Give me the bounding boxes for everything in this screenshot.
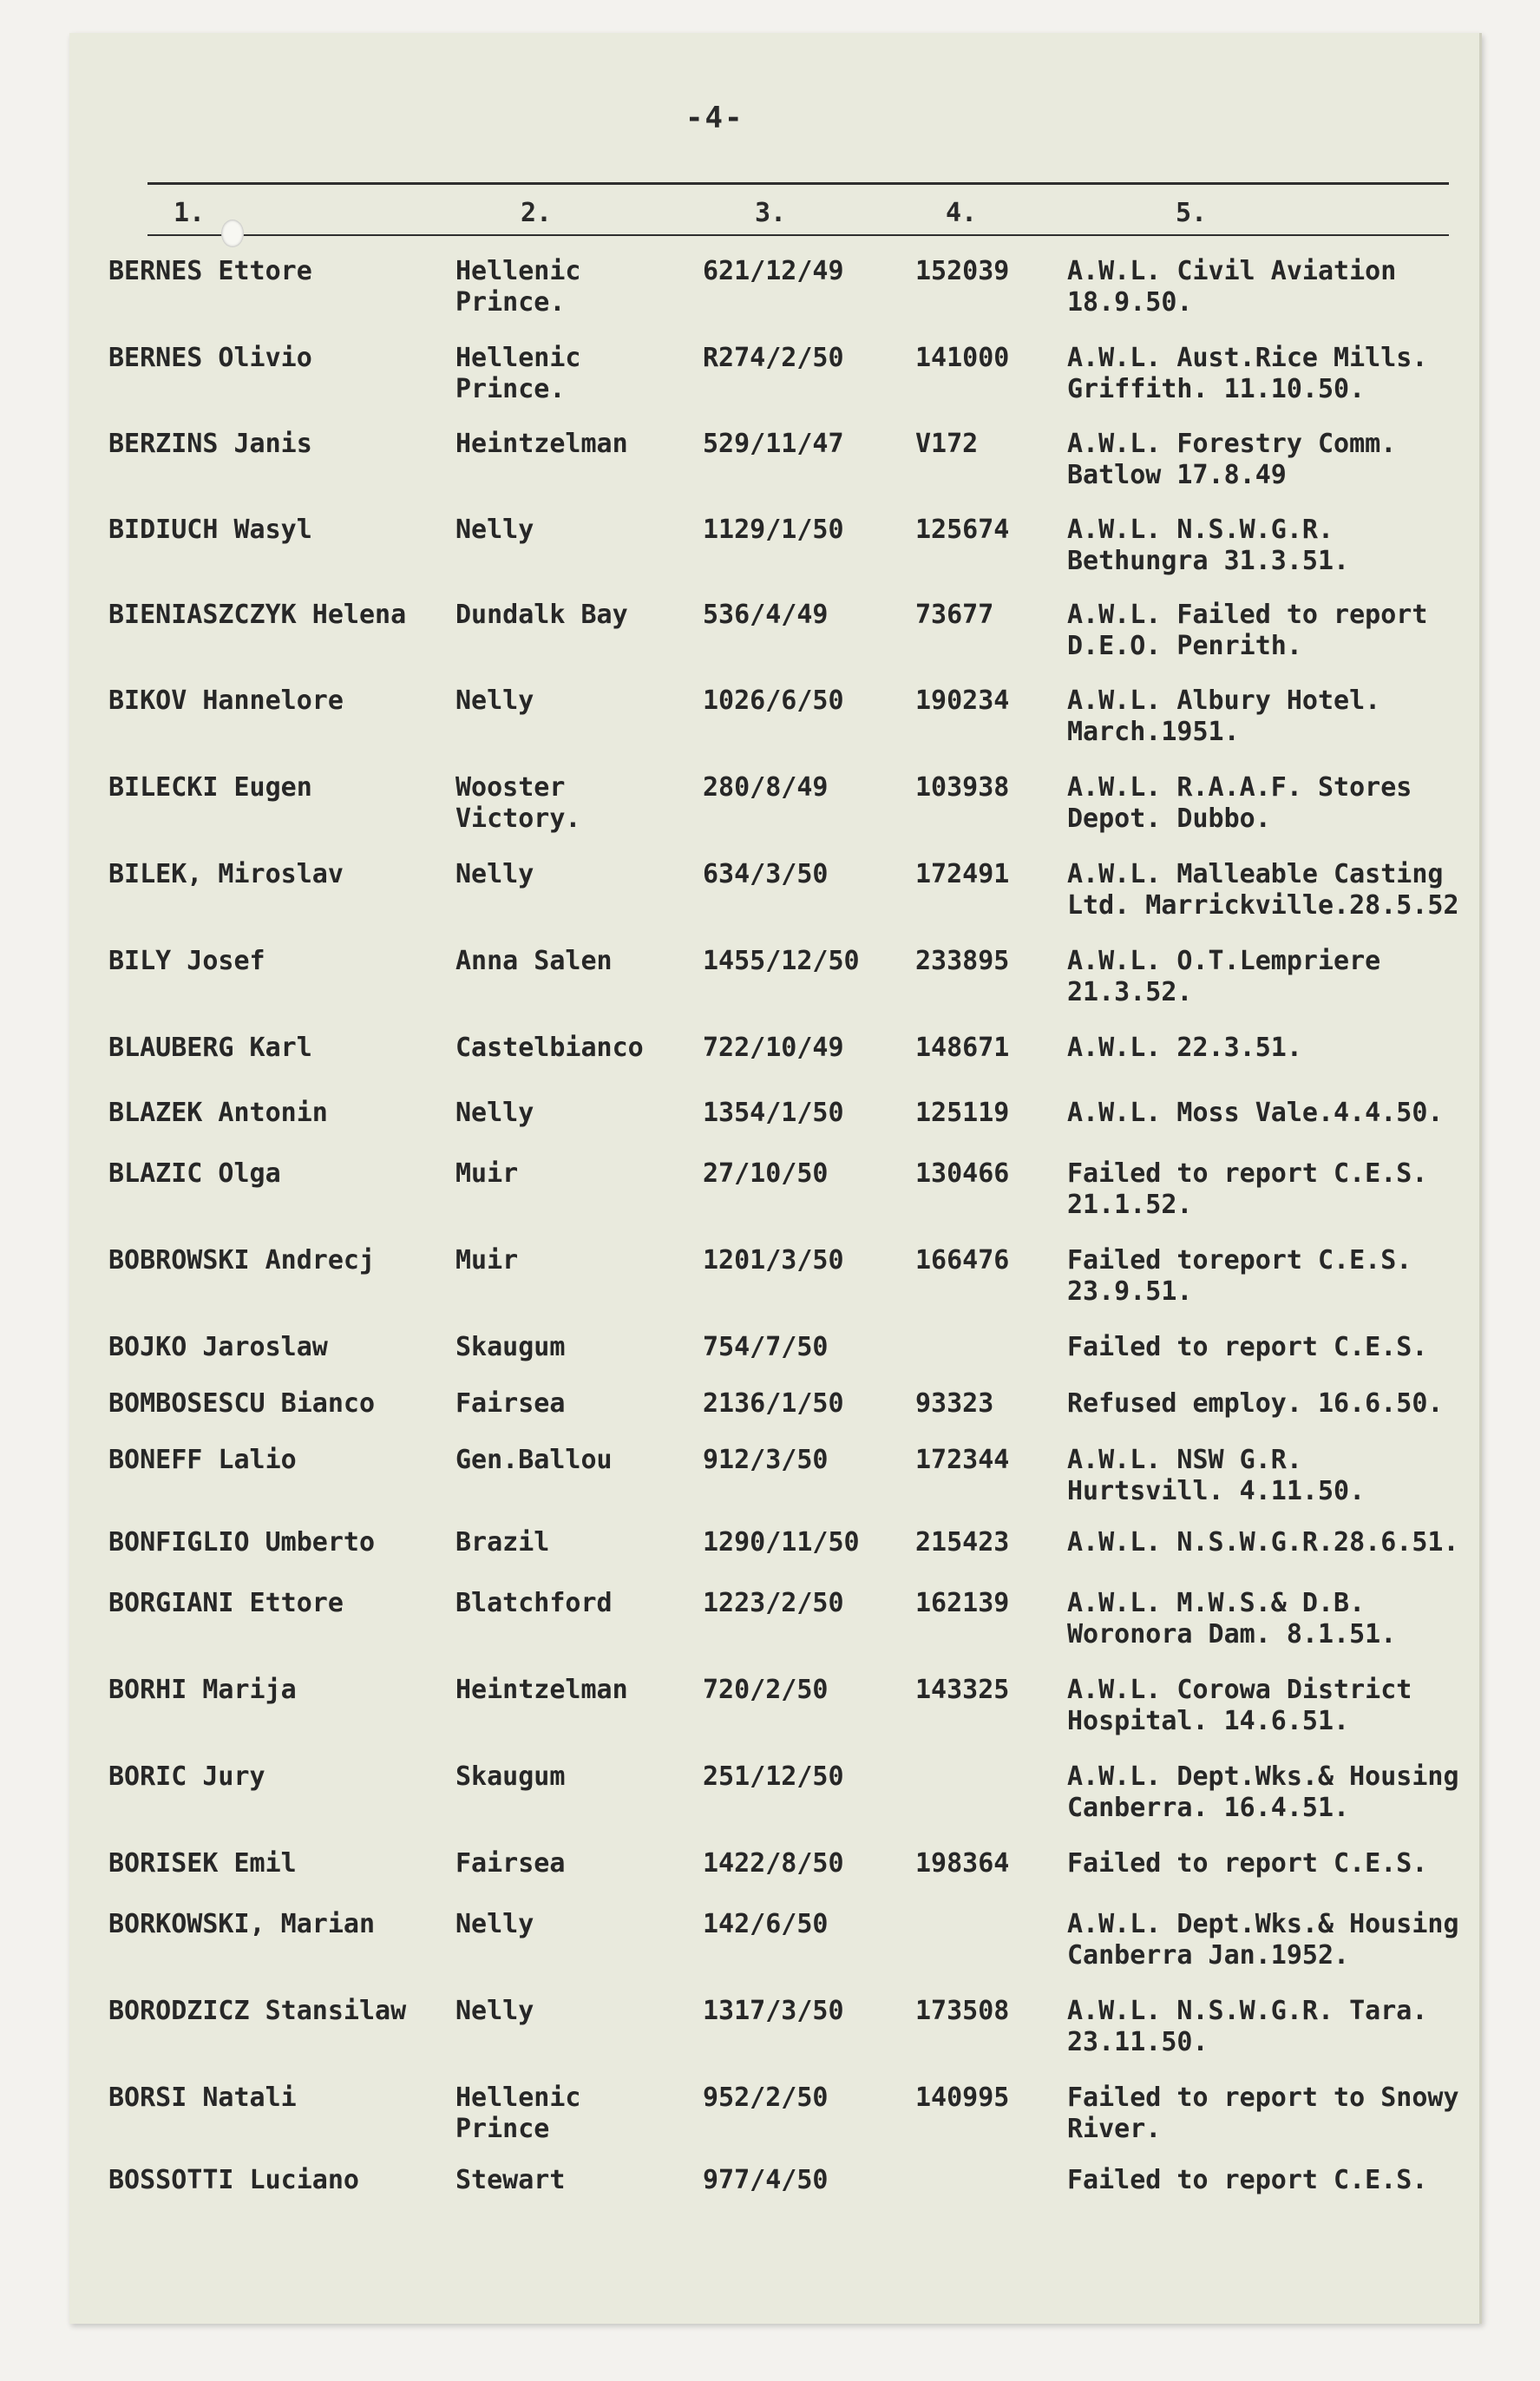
record-number: 2136/1/50 [703, 1388, 844, 1419]
record-id: 103938 [915, 772, 1010, 803]
record-ship: Hellenic Prince [455, 2083, 581, 2144]
record-remarks: Failed toreport C.E.S. 23.9.51. [1067, 1245, 1412, 1307]
record-number: 1290/11/50 [703, 1527, 860, 1558]
record-id: 173508 [915, 1996, 1010, 2026]
header-rule-bottom [147, 234, 1449, 236]
record-number: 1026/6/50 [703, 685, 844, 716]
record-id: 162139 [915, 1588, 1010, 1618]
record-remarks: A.W.L. O.T.Lempriere 21.3.52. [1067, 946, 1381, 1007]
record-remarks: Failed to report C.E.S. [1067, 2165, 1428, 2195]
record-id: 73677 [915, 600, 994, 630]
record-name: BORKOWSKI, Marian [108, 1909, 376, 1939]
record-name: BORISEK Emil [108, 1848, 297, 1879]
record-ship: Nelly [455, 685, 534, 716]
record-name: BERNES Ettore [108, 256, 312, 286]
record-remarks: A.W.L. NSW G.R. Hurtsvill. 4.11.50. [1067, 1445, 1366, 1506]
record-number: 754/7/50 [703, 1332, 829, 1362]
record-number: 720/2/50 [703, 1675, 829, 1705]
record-name: BLAZIC Olga [108, 1158, 281, 1189]
record-remarks: A.W.L. M.W.S.& D.B. Woronora Dam. 8.1.51. [1067, 1588, 1397, 1650]
record-number: 1201/3/50 [703, 1245, 844, 1276]
record-id: 190234 [915, 685, 1010, 716]
record-number: 529/11/47 [703, 429, 844, 459]
record-ship: Skaugum [455, 1332, 566, 1362]
record-number: 634/3/50 [703, 859, 829, 889]
record-number: 977/4/50 [703, 2165, 829, 2195]
record-number: 1354/1/50 [703, 1098, 844, 1128]
record-remarks: A.W.L. Dept.Wks.& Housing Canberra Jan.1952. [1067, 1909, 1459, 1971]
record-number: 251/12/50 [703, 1761, 844, 1792]
record-remarks: A.W.L. 22.3.51. [1067, 1033, 1302, 1063]
record-number: 1317/3/50 [703, 1996, 844, 2026]
record-remarks: Failed to report to Snowy River. [1067, 2083, 1459, 2144]
record-name: BERZINS Janis [108, 429, 312, 459]
record-remarks: A.W.L. Civil Aviation 18.9.50. [1067, 256, 1397, 318]
record-id: 148671 [915, 1033, 1010, 1063]
record-name: BONEFF Lalio [108, 1445, 297, 1475]
record-ship: Anna Salen [455, 946, 613, 976]
record-ship: Fairsea [455, 1848, 566, 1879]
record-name: BIDIUCH Wasyl [108, 515, 312, 545]
record-number: 27/10/50 [703, 1158, 829, 1189]
record-number: 1223/2/50 [703, 1588, 844, 1618]
record-id: 198364 [915, 1848, 1010, 1879]
record-id: 93323 [915, 1388, 994, 1419]
record-ship: Dundalk Bay [455, 600, 628, 630]
record-name: BOSSOTTI Luciano [108, 2165, 359, 2195]
record-ship: Fairsea [455, 1388, 566, 1419]
record-ship: Blatchford [455, 1588, 613, 1618]
record-remarks: A.W.L. R.A.A.F. Stores Depot. Dubbo. [1067, 772, 1412, 834]
record-name: BILY Josef [108, 946, 265, 976]
record-remarks: A.W.L. Albury Hotel. March.1951. [1067, 685, 1381, 747]
record-number: 621/12/49 [703, 256, 844, 286]
record-id: 125119 [915, 1098, 1010, 1128]
record-remarks: A.W.L. Failed to report D.E.O. Penrith. [1067, 600, 1428, 661]
record-name: BOJKO Jaroslaw [108, 1332, 328, 1362]
record-number: 722/10/49 [703, 1033, 844, 1063]
record-name: BLAZEK Antonin [108, 1098, 328, 1128]
record-remarks: A.W.L. Moss Vale.4.4.50. [1067, 1098, 1444, 1128]
column-header-1: 1. [174, 198, 206, 228]
record-name: BILEK, Miroslav [108, 859, 344, 889]
record-name: BORHI Marija [108, 1675, 297, 1705]
paper-hole [221, 220, 244, 247]
record-ship: Nelly [455, 1996, 534, 2026]
record-id: 140995 [915, 2083, 1010, 2113]
record-number: 1455/12/50 [703, 946, 860, 976]
column-header-2: 2. [521, 198, 553, 228]
record-remarks: A.W.L. Malleable Casting Ltd. Marrickville.28.5.52 [1067, 859, 1459, 921]
record-ship: Brazil [455, 1527, 550, 1558]
record-ship: Muir [455, 1158, 519, 1189]
column-header-5: 5. [1176, 198, 1208, 228]
record-ship: Stewart [455, 2165, 566, 2195]
record-ship: Heintzelman [455, 1675, 628, 1705]
record-name: BORGIANI Ettore [108, 1588, 344, 1618]
record-remarks: Refused employ. 16.6.50. [1067, 1388, 1444, 1419]
record-id: 215423 [915, 1527, 1010, 1558]
record-remarks: A.W.L. Dept.Wks.& Housing Canberra. 16.4.51. [1067, 1761, 1459, 1823]
record-remarks: Failed to report C.E.S. [1067, 1332, 1428, 1362]
record-id: 125674 [915, 515, 1010, 545]
record-id: 143325 [915, 1675, 1010, 1705]
record-id: 152039 [915, 256, 1010, 286]
record-ship: Skaugum [455, 1761, 566, 1792]
record-ship: Hellenic Prince. [455, 256, 581, 318]
record-name: BOBROWSKI Andrecj [108, 1245, 376, 1276]
record-ship: Wooster Victory. [455, 772, 581, 834]
record-remarks: A.W.L. N.S.W.G.R.28.6.51. [1067, 1527, 1459, 1558]
record-id: 166476 [915, 1245, 1010, 1276]
record-remarks: A.W.L. Aust.Rice Mills. Griffith. 11.10.50. [1067, 343, 1428, 404]
record-number: 280/8/49 [703, 772, 829, 803]
record-number: 1129/1/50 [703, 515, 844, 545]
record-name: BIENIASZCZYK Helena [108, 600, 407, 630]
column-header-3: 3. [755, 198, 787, 228]
record-id: 172344 [915, 1445, 1010, 1475]
record-ship: Nelly [455, 1098, 534, 1128]
record-name: BONFIGLIO Umberto [108, 1527, 376, 1558]
record-ship: Hellenic Prince. [455, 343, 581, 404]
record-remarks: A.W.L. N.S.W.G.R. Tara. 23.11.50. [1067, 1996, 1428, 2057]
page-number: -4- [685, 101, 744, 135]
record-remarks: Failed to report C.E.S. [1067, 1848, 1428, 1879]
record-remarks: Failed to report C.E.S. 21.1.52. [1067, 1158, 1428, 1220]
record-number: R274/2/50 [703, 343, 844, 373]
record-name: BORODZICZ Stansilaw [108, 1996, 407, 2026]
record-name: BOMBOSESCU Bianco [108, 1388, 376, 1419]
record-number: 142/6/50 [703, 1909, 829, 1939]
header-rule-top [147, 182, 1449, 185]
record-ship: Nelly [455, 515, 534, 545]
record-id: V172 [915, 429, 979, 459]
record-id: 233895 [915, 946, 1010, 976]
record-number: 952/2/50 [703, 2083, 829, 2113]
record-id: 141000 [915, 343, 1010, 373]
record-number: 1422/8/50 [703, 1848, 844, 1879]
record-id: 130466 [915, 1158, 1010, 1189]
record-ship: Castelbianco [455, 1033, 644, 1063]
record-name: BLAUBERG Karl [108, 1033, 312, 1063]
record-id: 172491 [915, 859, 1010, 889]
record-remarks: A.W.L. Forestry Comm. Batlow 17.8.49 [1067, 429, 1397, 490]
document-page [69, 33, 1482, 2324]
record-name: BIKOV Hannelore [108, 685, 344, 716]
record-name: BORSI Natali [108, 2083, 297, 2113]
record-ship: Gen.Ballou [455, 1445, 613, 1475]
record-name: BILECKI Eugen [108, 772, 312, 803]
record-name: BORIC Jury [108, 1761, 265, 1792]
record-remarks: A.W.L. N.S.W.G.R. Bethungra 31.3.51. [1067, 515, 1350, 576]
record-number: 536/4/49 [703, 600, 829, 630]
record-ship: Nelly [455, 1909, 534, 1939]
record-name: BERNES Olivio [108, 343, 312, 373]
record-ship: Heintzelman [455, 429, 628, 459]
record-remarks: A.W.L. Corowa District Hospital. 14.6.51. [1067, 1675, 1412, 1736]
column-header-4: 4. [946, 198, 978, 228]
record-number: 912/3/50 [703, 1445, 829, 1475]
record-ship: Nelly [455, 859, 534, 889]
record-ship: Muir [455, 1245, 519, 1276]
